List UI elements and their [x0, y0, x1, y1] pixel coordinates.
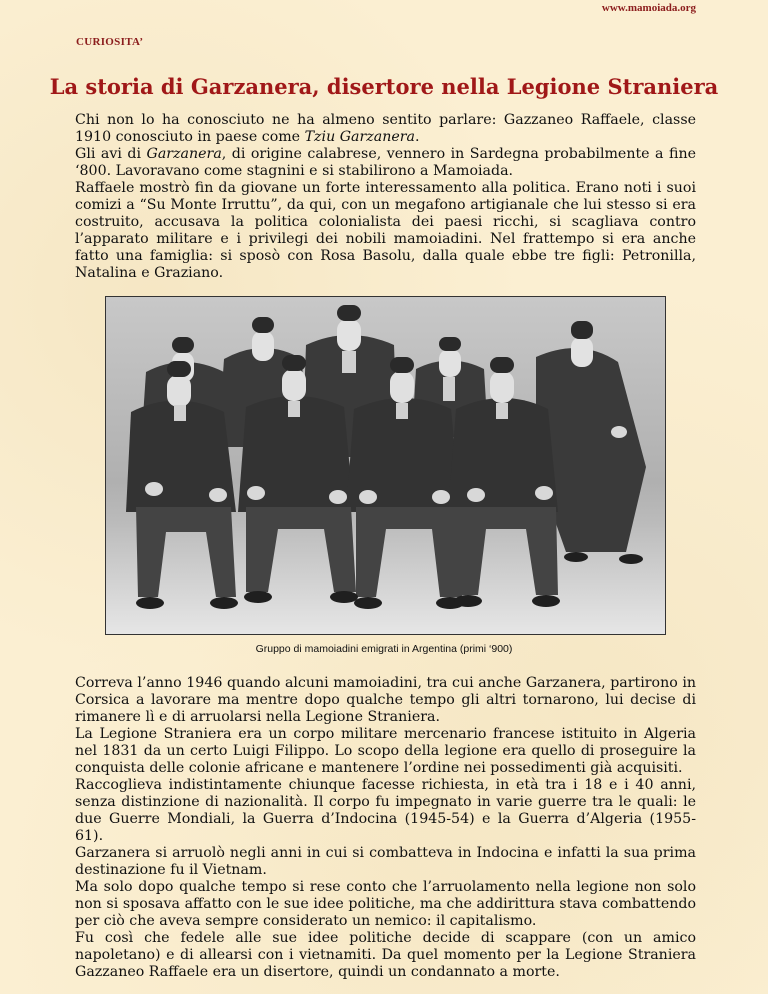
article-title: La storia di Garzanera, disertore nella Legione Straniera: [49, 74, 719, 99]
body-paragraph-2: La Legione Straniera era un corpo militare mercenario francese istituito in Algeria nel 1831 da un certo Luigi Filippo. Lo scopo della legione era quello di proseguire la conquista delle colonie africane e mantenere l’ordine nei possedimenti già acquisiti.: [75, 726, 696, 776]
body-paragraph-4: Garzanera si arruolò negli anni in cui si combatteva in Indocina e infatti la sua prima destinazione fu il Vietnam.: [75, 845, 696, 878]
section-label: CURIOSITA’: [76, 36, 144, 48]
intro-text: [75, 112, 696, 282]
body-paragraph-5: Ma solo dopo qualche tempo si rese conto che l’arruolamento nella legione non solo non si sposava affatto con le sue idee politiche, ma che addirittura stava combattendo per ciò che aveva sempre considerato un nemico: il capitalismo.: [75, 879, 696, 929]
body-paragraph-3: Raccoglieva indistintamente chiunque facesse richiesta, in età tra i 18 e i 40 anni, senza distinzione di nazionalità. Il corpo fu impegnato in varie guerre tra le quali: le due Guerre Mondiali, la Guerra d’Indocina (1945-54) e la Guerra d’Algeria (1955- 61).: [75, 777, 696, 844]
group-photo: [105, 296, 666, 635]
body-paragraph-1: Correva l’anno 1946 quando alcuni mamoiadini, tra cui anche Garzanera, partirono in Corsica a lavorare ma mentre dopo qualche tempo gli altri tornarono, lui decise di rimanere lì e di arruolarsi nella Legione Straniera.: [75, 675, 696, 725]
intro-paragraph-3: Raffaele mostrò fin da giovane un forte interessamento alla politica. Erano noti i suoi comizi a “Su Monte Irruttu”, da qui, con un megafono artigianale che lui stesso si era costruito, accusava la politica colonialista dei paesi ricchi, si scagliava contro l’apparato militare e i privilegi dei nobili mamoiadini. Nel frattempo si era anche fatto una famiglia: si sposò con Rosa Basolu, dalla quale ebbe tre figli: Petronilla, Natalina e Graziano.: [75, 180, 696, 281]
body-paragraph-6: Fu così che fedele alle sue idee politiche decide di scappare (con un amico napoletano) e di allearsi con i vietnamiti. Da quel momento per la Legione Straniera Gazzaneo Raffaele era un disertore, quindi un condannato a morte.: [75, 930, 696, 980]
body-text: [75, 675, 696, 981]
site-url[interactable]: www.mamoiada.org: [601, 2, 696, 14]
photo-caption: Gruppo di mamoiadini emigrati in Argentina (primi ‘900): [255, 643, 513, 655]
intro-paragraph-1: Chi non lo ha conosciuto ne ha almeno sentito parlare: Gazzaneo Raffaele, classe 1910 conosciuto in paese come Tziu Garzanera.: [75, 112, 696, 145]
intro-paragraph-2: Gli avi di Garzanera, di origine calabrese, vennero in Sardegna probabilmente a fine ‘800. Lavoravano come stagnini e si stabilirono a Mamoiada.: [75, 146, 696, 179]
